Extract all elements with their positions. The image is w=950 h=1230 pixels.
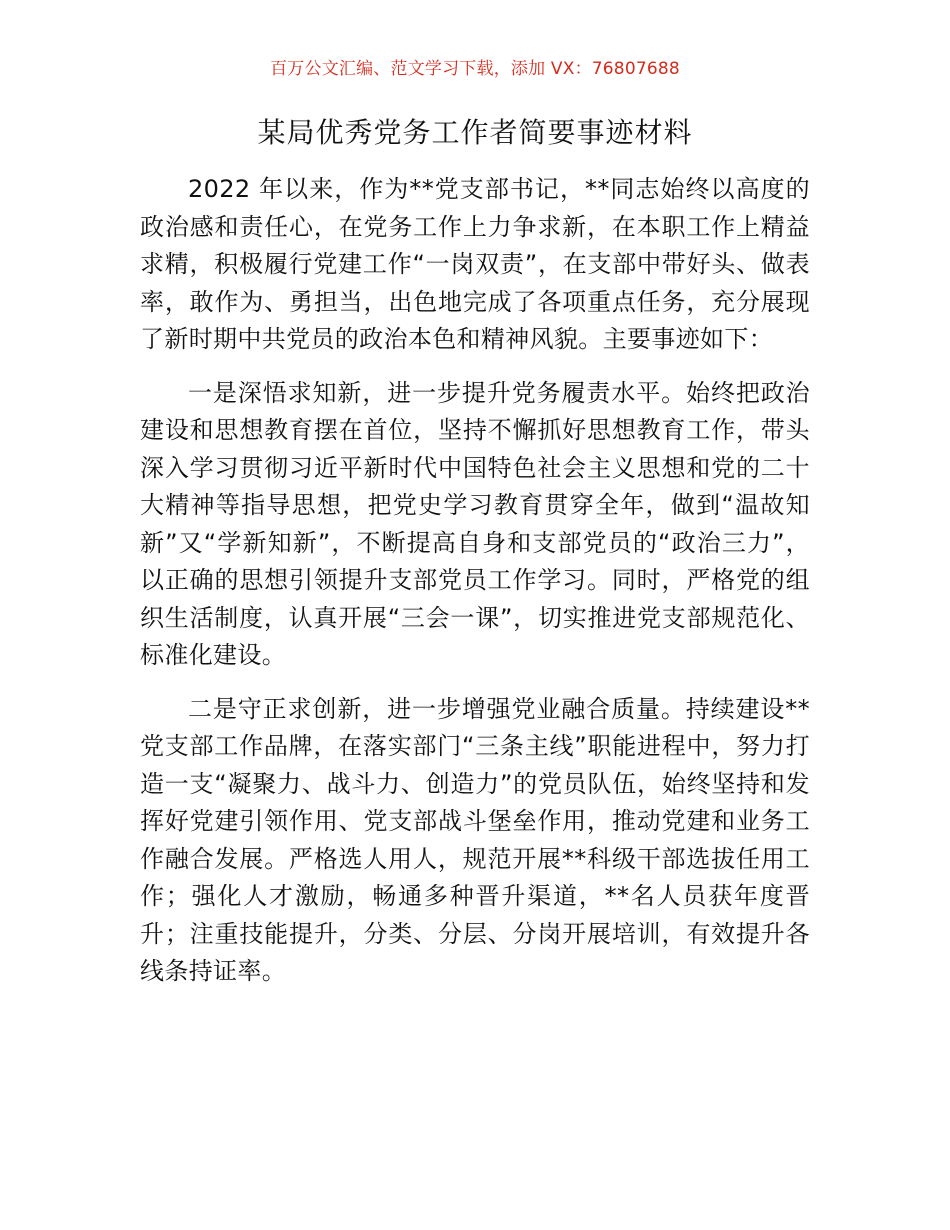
document-title: 某局优秀党务工作者简要事迹材料 — [257, 116, 693, 149]
paragraph-point-one: 一是深悟求知新，进一步提升党务履责水平。始终把政治建设和思想教育摆在首位，坚持不懈抓好思想教育工作，带头深入学习贯彻习近平新时代中国特色社会主义思想和党的二十大精神等指导思想，把党史学习教育贯穿全年，做到“温故知新”又“学新知新”，不断提高自身和支部党员的“政治三力”，以正确的思想引领提升支部党员工作学习。同时，严格党的组织生活制度，认真开展“三会一课”，切实推进党支部规范化、标准化建设。 — [140, 378, 810, 669]
document-body — [140, 171, 810, 1007]
header-download-note: 百万公文汇编、范文学习下载，添加 VX：76807688 — [270, 59, 680, 79]
paragraph-point-two: 二是守正求创新，进一步增强党业融合质量。持续建设**党支部工作品牌，在落实部门“三条主线”职能进程中，努力打造一支“凝聚力、战斗力、创造力”的党员队伍，始终坚持和发挥好党建引领作用、党支部战斗堡垒作用，推动党建和业务工作融合发展。严格选人用人，规范开展**科级干部选拔任用工作；强化人才激励，畅通多种晋升渠道，**名人员获年度晋升；注重技能提升，分类、分层、分岗开展培训，有效提升各线条持证率。 — [140, 694, 810, 985]
paragraph-intro: 2022 年以来，作为**党支部书记，**同志始终以高度的政治感和责任心，在党务工作上力争求新，在本职工作上精益求精，积极履行党建工作“一岗双责”，在支部中带好头、做表率，敢作为、勇担当，出色地完成了各项重点任务，充分展现了新时期中共党员的政治本色和精神风貌。主要事迹如下： — [140, 175, 810, 353]
